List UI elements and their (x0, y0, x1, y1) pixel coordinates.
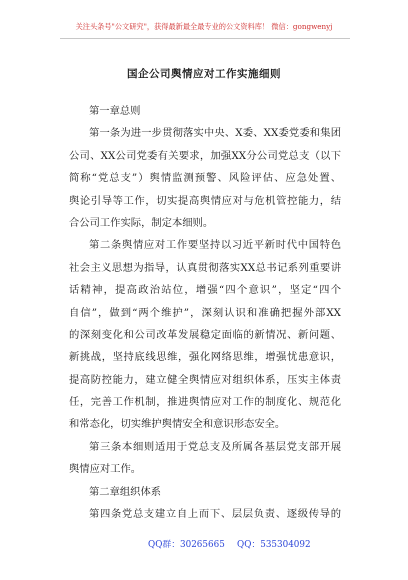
body-line: 简称“党总支”）舆情监测预警、风险评估、应急处置、 (69, 172, 341, 185)
chapter-heading: 第一章总则 (89, 105, 141, 117)
body-line: 第四条党总支建立自上而下、层层负责、逐级传导的 (89, 508, 341, 521)
body-line: 公司、XX公司党委有关要求，加强XX分公司党总支（以下 (69, 149, 341, 162)
chapter-heading: 第二章组织体系 (89, 485, 162, 498)
document-title: 国企公司舆情应对工作实施细则 (127, 68, 281, 80)
body-line: 合公司工作实际，制定本细则。 (69, 216, 214, 229)
qq-group-number: QQ群：30265665 (148, 540, 225, 550)
document-body (69, 100, 341, 525)
qq-number: QQ：535304092 (237, 540, 311, 550)
header-divider (60, 38, 350, 39)
body-line: 第三条本细则适用于党总支及所属各基层党支部开展 (89, 440, 341, 453)
body-line: 提高防控能力，建立健全舆情应对组织体系，压实主体责 (69, 373, 341, 386)
body-line: 舆论引导等工作，切实提高舆情应对与危机管控能力，结 (69, 194, 341, 207)
body-line: 自信”，做到“两个维护”，深刻认识和准确把握外部XX (69, 306, 341, 319)
body-line: 任，完善工作机制，推进舆情应对工作的制度化、规范化 (69, 396, 341, 409)
body-line: 新挑战，坚持底线思维，强化网络思维，增强忧患意识， (69, 351, 341, 364)
body-line: 舆情应对工作。 (69, 463, 142, 476)
body-line: 话精神，提高政治站位，增强“四个意识”，坚定“四个 (69, 284, 341, 297)
body-line: 的深刻变化和公司改革发展稳定面临的新情况、新问题、 (69, 328, 341, 341)
body-line: 第一条为进一步贯彻落实中央、X委、XX委党委和集团 (89, 127, 341, 140)
body-line: 社会主义思想为指导，认真贯彻落实XX总书记系列重要讲 (69, 261, 341, 274)
header-banner: 关注头条号"公文研究"，获得最新最全最专业的公文资料库！ 微信：gongwenyj (75, 22, 333, 31)
body-line: 和常态化，切实维护舆情安全和意识形态安全。 (69, 418, 286, 431)
body-line: 第二条舆情应对工作要坚持以习近平新时代中国特色 (89, 239, 341, 252)
